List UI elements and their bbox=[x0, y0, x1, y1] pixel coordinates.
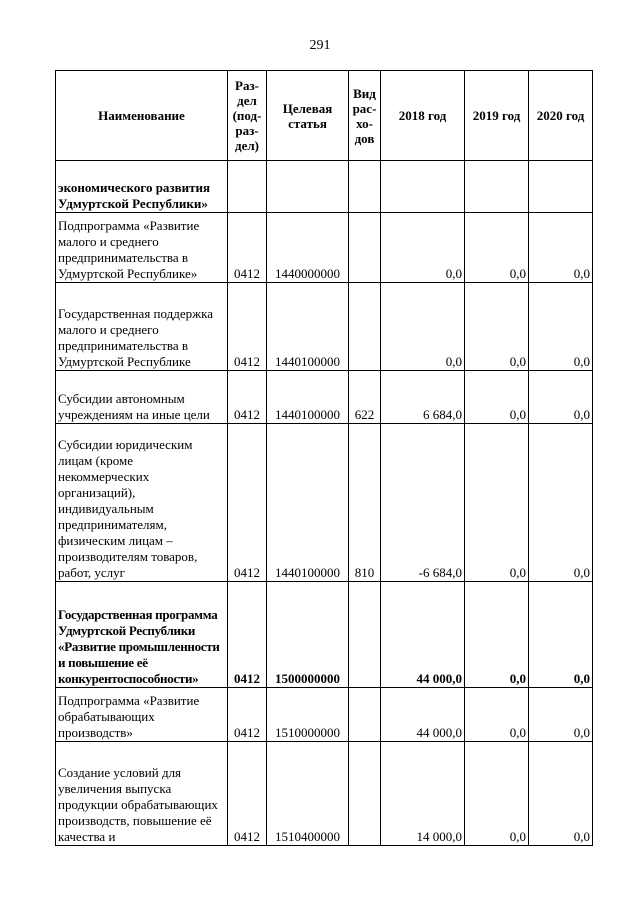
row-section: 0412 bbox=[228, 213, 267, 283]
header-2018: 2018 год bbox=[381, 71, 465, 161]
row-2018: 6 684,0 bbox=[381, 371, 465, 424]
row-2018 bbox=[381, 161, 465, 213]
table-header-row bbox=[56, 71, 593, 161]
row-target: 1440100000 bbox=[267, 424, 349, 582]
row-2020: 0,0 bbox=[529, 213, 593, 283]
row-name: Субсидии автономным учреждениям на иные цели bbox=[56, 371, 228, 424]
row-2019: 0,0 bbox=[465, 582, 529, 688]
row-section: 0412 bbox=[228, 371, 267, 424]
row-2019: 0,0 bbox=[465, 283, 529, 371]
row-2018: 14 000,0 bbox=[381, 742, 465, 846]
row-expense: 622 bbox=[349, 371, 381, 424]
row-2020: 0,0 bbox=[529, 424, 593, 582]
row-2019: 0,0 bbox=[465, 688, 529, 742]
row-target: 1510000000 bbox=[267, 688, 349, 742]
row-expense: 810 bbox=[349, 424, 381, 582]
header-section: Раз-дел (под-раз-дел) bbox=[228, 71, 267, 161]
table-row bbox=[56, 161, 593, 213]
row-expense bbox=[349, 688, 381, 742]
row-2018: 44 000,0 bbox=[381, 688, 465, 742]
table-row bbox=[56, 582, 593, 688]
row-section: 0412 bbox=[228, 742, 267, 846]
row-target: 1440100000 bbox=[267, 371, 349, 424]
header-expense: Вид рас-хо-дов bbox=[349, 71, 381, 161]
row-name: Субсидии юридическим лицам (кроме некоммерческих организаций), индивидуальным предпринимателям, физическим лицам – производителям товаров, работ, услуг bbox=[56, 424, 228, 582]
row-2020: 0,0 bbox=[529, 742, 593, 846]
row-section: 0412 bbox=[228, 582, 267, 688]
row-section: 0412 bbox=[228, 424, 267, 582]
row-2019: 0,0 bbox=[465, 424, 529, 582]
budget-table bbox=[55, 70, 593, 846]
row-2020: 0,0 bbox=[529, 371, 593, 424]
row-expense bbox=[349, 582, 381, 688]
row-2019: 0,0 bbox=[465, 213, 529, 283]
header-name: Наименование bbox=[56, 71, 228, 161]
row-2020: 0,0 bbox=[529, 283, 593, 371]
row-target: 1440000000 bbox=[267, 213, 349, 283]
row-section: 0412 bbox=[228, 688, 267, 742]
table-row bbox=[56, 213, 593, 283]
row-2019: 0,0 bbox=[465, 742, 529, 846]
table-row bbox=[56, 424, 593, 582]
row-2019 bbox=[465, 161, 529, 213]
page-number: 291 bbox=[309, 38, 331, 53]
row-2020: 0,0 bbox=[529, 688, 593, 742]
row-section: 0412 bbox=[228, 283, 267, 371]
row-name: Создание условий для увеличения выпуска продукции обрабатывающих производств, повышение её качества и bbox=[56, 742, 228, 846]
row-name: Государственная поддержка малого и среднего предпринимательства в Удмуртской Республике bbox=[56, 283, 228, 371]
header-target: Целевая статья bbox=[267, 71, 349, 161]
table-row bbox=[56, 371, 593, 424]
table-row bbox=[56, 283, 593, 371]
row-2020 bbox=[529, 161, 593, 213]
row-expense bbox=[349, 742, 381, 846]
row-target: 1440100000 bbox=[267, 283, 349, 371]
table-row bbox=[56, 742, 593, 846]
table-row bbox=[56, 688, 593, 742]
row-name: экономического развития Удмуртской Республики» bbox=[56, 161, 228, 213]
row-target: 1510400000 bbox=[267, 742, 349, 846]
row-expense bbox=[349, 283, 381, 371]
header-2020: 2020 год bbox=[529, 71, 593, 161]
row-section bbox=[228, 161, 267, 213]
row-expense bbox=[349, 213, 381, 283]
row-expense bbox=[349, 161, 381, 213]
row-target: 1500000000 bbox=[267, 582, 349, 688]
row-name: Государственная программа Удмуртской Республики «Развитие промышленности и повышение её конкурентоспособности» bbox=[56, 582, 228, 688]
row-2019: 0,0 bbox=[465, 371, 529, 424]
row-2018: 0,0 bbox=[381, 213, 465, 283]
row-name: Подпрограмма «Развитие малого и среднего предпринимательства в Удмуртской Республике» bbox=[56, 213, 228, 283]
row-target bbox=[267, 161, 349, 213]
header-2019: 2019 год bbox=[465, 71, 529, 161]
row-2018: 0,0 bbox=[381, 283, 465, 371]
row-2018: -6 684,0 bbox=[381, 424, 465, 582]
row-2018: 44 000,0 bbox=[381, 582, 465, 688]
row-name: Подпрограмма «Развитие обрабатывающих производств» bbox=[56, 688, 228, 742]
row-2020: 0,0 bbox=[529, 582, 593, 688]
